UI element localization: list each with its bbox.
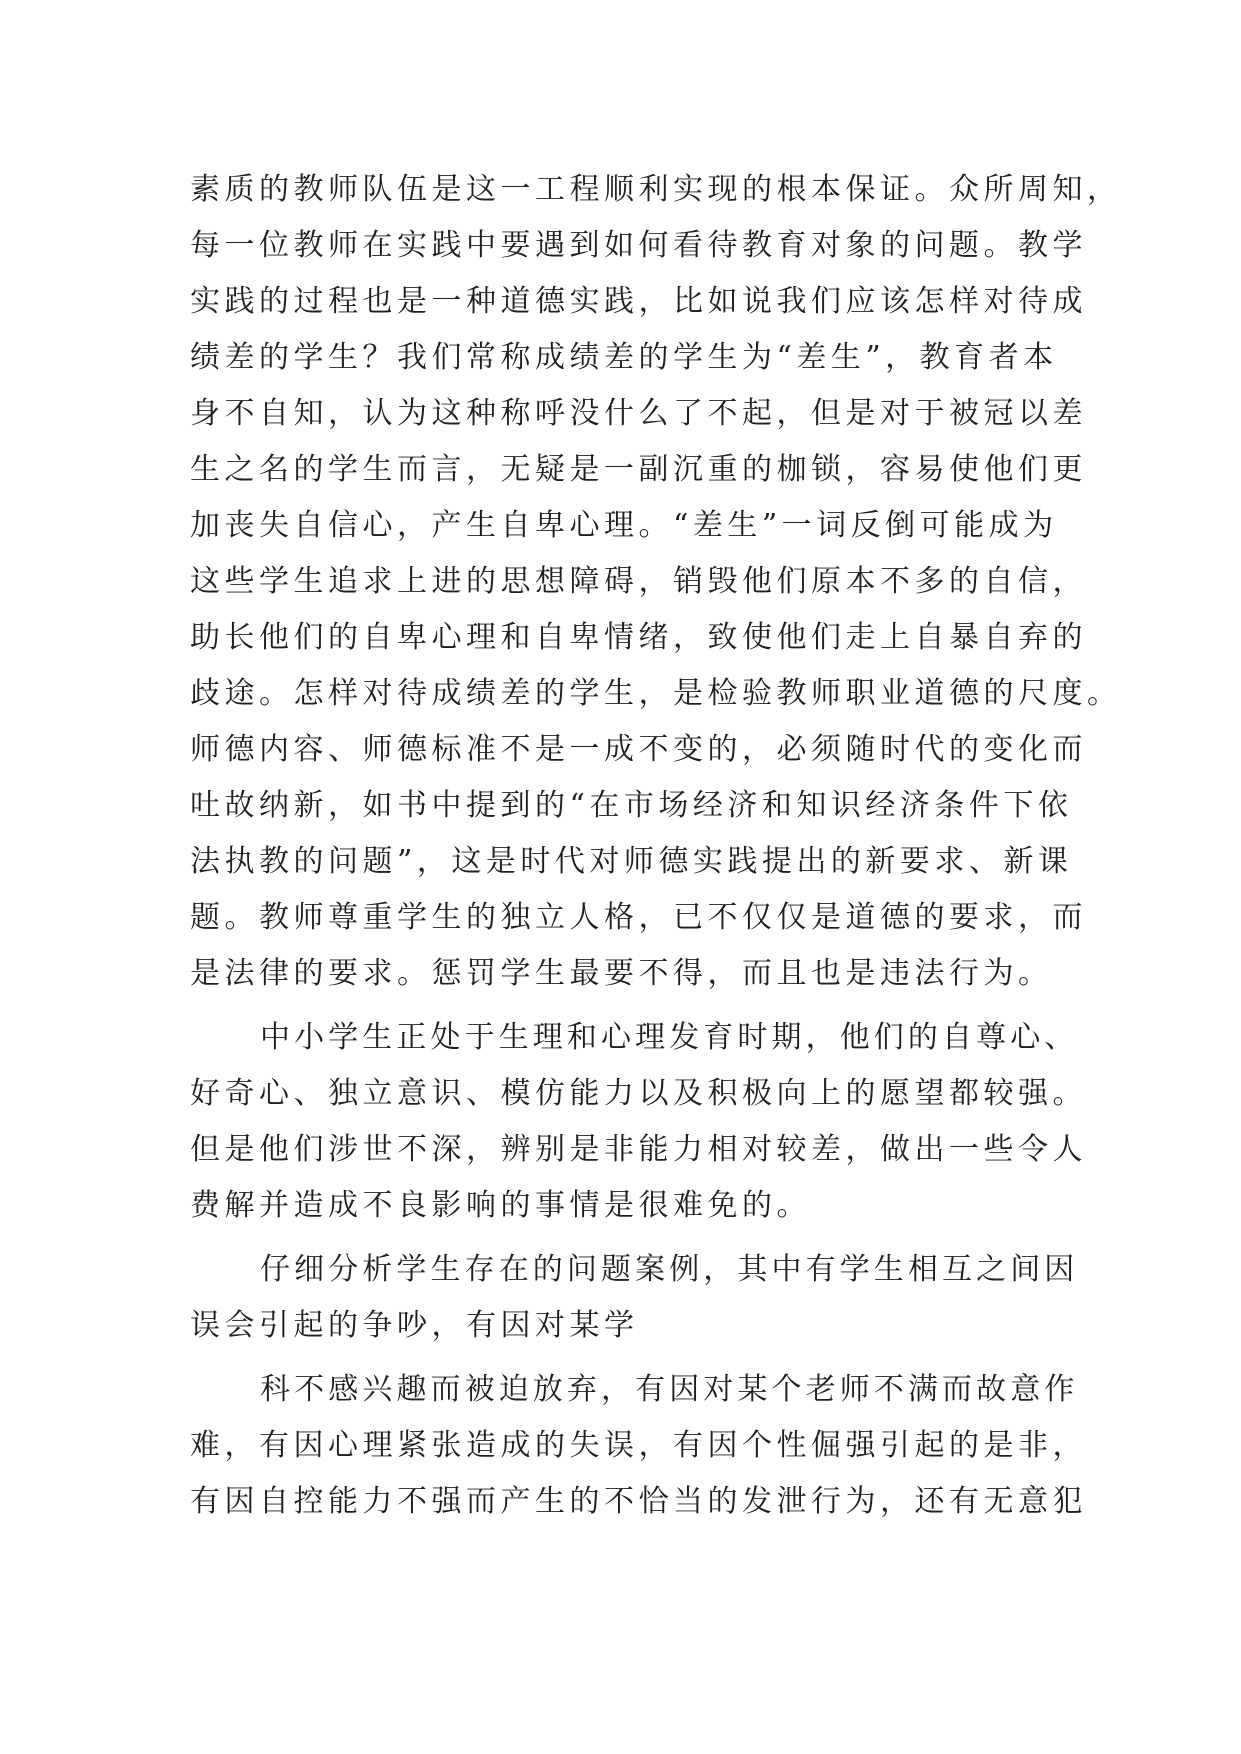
text-line: 是法律的要求。惩罚学生最要不得，而且也是违法行为。	[190, 956, 1053, 991]
text-line: 吐故纳新，如书中提到的“在市场经济和知识经济条件下依	[190, 788, 1073, 823]
document-body	[190, 162, 1122, 1530]
text-line: 有因自控能力不强而产生的不恰当的发泄行为，还有无意犯	[190, 1484, 1087, 1519]
paragraph-start-line: 科不感兴趣而被迫放弃，有因对某个老师不满而故意作	[260, 1372, 1079, 1407]
text-line: 助长他们的自卑心理和自卑情绪，致使他们走上自暴自弃的	[190, 620, 1087, 655]
text-line: 身不自知，认为这种称呼没什么了不起，但是对于被冠以差	[190, 396, 1087, 431]
text-line: 实践的过程也是一种道德实践，比如说我们应该怎样对待成	[190, 284, 1087, 319]
text-line: 素质的教师队伍是这一工程顺利实现的根本保证。众所周知，	[190, 172, 1122, 207]
text-line: 歧途。怎样对待成绩差的学生，是检验教师职业道德的尺度。	[190, 676, 1122, 711]
text-line: 好奇心、独立意识、模仿能力以及积极向上的愿望都较强。	[190, 1076, 1087, 1111]
text-line: 生之名的学生而言，无疑是一副沉重的枷锁，容易使他们更	[190, 452, 1087, 487]
text-line: 误会引起的争吵，有因对某学	[190, 1308, 639, 1343]
text-line: 加丧失自信心，产生自卑心理。“差生”一词反倒可能成为	[190, 508, 1058, 543]
text-line: 师德内容、师德标准不是一成不变的，必须随时代的变化而	[190, 732, 1087, 767]
text-line: 题。教师尊重学生的独立人格，已不仅仅是道德的要求，而	[190, 900, 1087, 935]
text-line: 绩差的学生？我们常称成绩差的学生为“差生”，教育者本	[190, 340, 1058, 375]
text-line: 法执教的问题”，这是时代对师德实践提出的新要求、新课	[190, 844, 1073, 879]
paragraph-start-line: 中小学生正处于生理和心理发育时期，他们的自尊心、	[260, 1020, 1079, 1055]
text-line: 难，有因心理紧张造成的失误，有因个性倔强引起的是非，	[190, 1428, 1087, 1463]
text-line: 但是他们涉世不深，辨别是非能力相对较差，做出一些令人	[190, 1132, 1087, 1167]
text-line: 费解并造成不良影响的事情是很难免的。	[190, 1188, 811, 1223]
text-line: 这些学生追求上进的思想障碍，销毁他们原本不多的自信，	[190, 564, 1087, 599]
text-line: 每一位教师在实践中要遇到如何看待教育对象的问题。教学	[190, 228, 1087, 263]
paragraph-start-line: 仔细分析学生存在的问题案例，其中有学生相互之间因	[260, 1252, 1079, 1287]
